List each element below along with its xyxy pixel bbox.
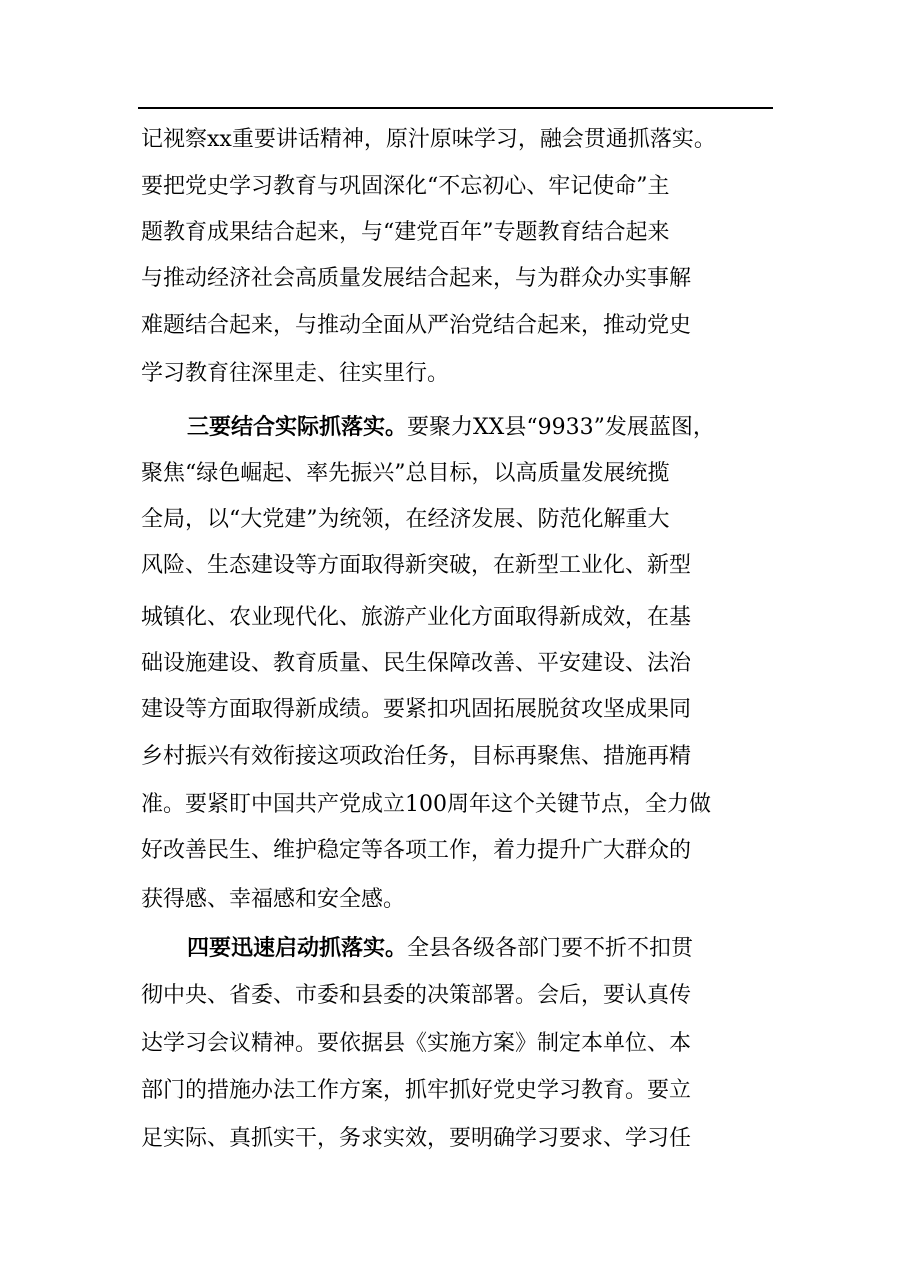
- text-line: 彻中央、省委、市委和县委的决策部署。会后，要认真传: [141, 983, 692, 1008]
- section-3-heading: 三要结合实际抓落实。: [187, 415, 408, 440]
- text-line: 准。要紧盯中国共产党成立100周年这个关键节点，全力做: [141, 792, 711, 817]
- text-line: 建设等方面取得新成绩。要紧扣巩固拓展脱贫攻坚成果同: [141, 697, 692, 722]
- text-line: 题教育成果结合起来，与“建党百年”专题教育结合起来: [141, 220, 670, 245]
- text-line: 达学习会议精神。要依据县《实施方案》制定本单位、本: [141, 1031, 692, 1056]
- text-line: 获得感、幸福感和安全感。: [141, 887, 406, 912]
- section-4-first-line: [187, 929, 827, 969]
- section-3-first-line: [187, 408, 827, 448]
- text-line: 好改善民生、维护稳定等各项工作，着力提升广大群众的: [141, 838, 692, 863]
- text-line: 记视察xx重要讲话精神，原汁原味学习，融会贯通抓落实。: [141, 127, 716, 152]
- text-line: 聚焦“绿色崛起、率先振兴”总目标，以高质量发展统揽: [141, 461, 670, 486]
- text-line: 乡村振兴有效衔接这项政治任务，目标再聚焦、措施再精: [141, 744, 692, 769]
- text-line: 全局，以“大党建”为统领，在经济发展、防范化解重大: [141, 507, 670, 532]
- section-4-heading: 四要迅速启动抓落实。: [187, 936, 408, 961]
- section-3-first-text: 要聚力XX县“9933”发展蓝图，: [407, 415, 715, 440]
- text-line: 学习教育往深里走、往实里行。: [141, 361, 450, 386]
- text-line: 与推动经济社会高质量发展结合起来，与为群众办实事解: [141, 266, 692, 291]
- text-line: 城镇化、农业现代化、旅游产业化方面取得新成效，在基: [141, 605, 692, 630]
- section-4-first-text: 全县各级各部门要不折不扣贯: [407, 936, 694, 961]
- text-line: 足实际、真抓实干，务求实效，要明确学习要求、学习任: [141, 1126, 692, 1151]
- text-line: 础设施建设、教育质量、民生保障改善、平安建设、法治: [141, 651, 692, 676]
- header-rule: [138, 107, 773, 109]
- text-line: 要把党史学习教育与巩固深化“不忘初心、牢记使命”主: [141, 174, 670, 199]
- text-line: 部门的措施办法工作方案，抓牢抓好党史学习教育。要立: [141, 1078, 692, 1103]
- text-line: 风险、生态建设等方面取得新突破，在新型工业化、新型: [141, 553, 692, 578]
- text-line: 难题结合起来，与推动全面从严治党结合起来，推动党史: [141, 313, 692, 338]
